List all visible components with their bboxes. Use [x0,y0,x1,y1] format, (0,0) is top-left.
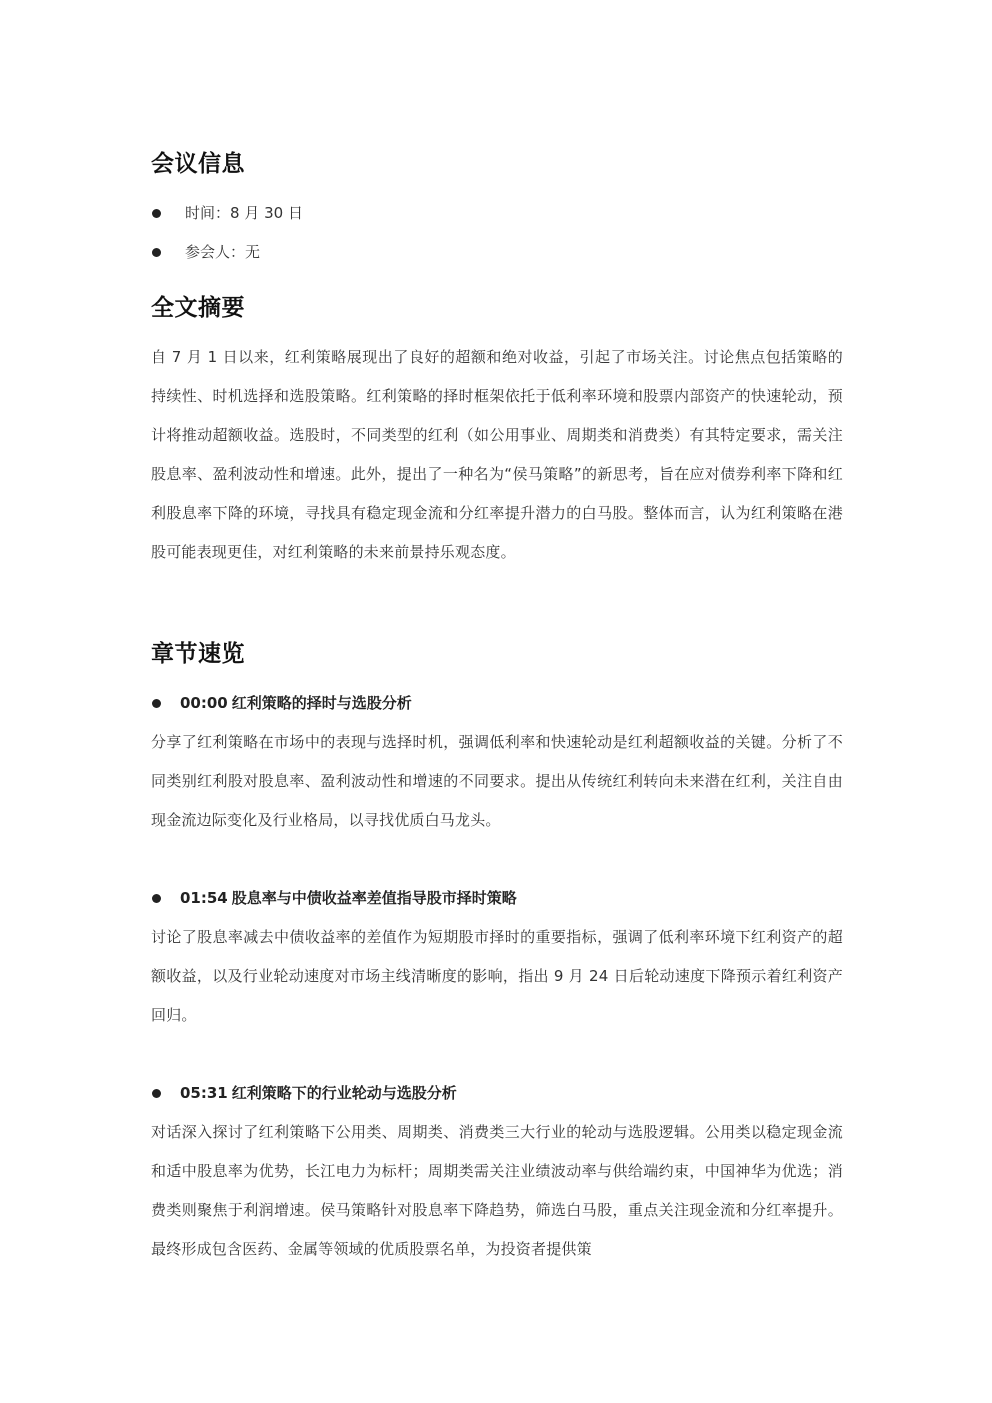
meeting-time-item [151,194,843,233]
chapter-item [151,879,843,1035]
document-content [151,146,843,1269]
bullet-dot-icon [152,699,161,708]
chapter-timestamp: 01:54 [180,889,228,907]
chapter-title: 红利策略下的行业轮动与选股分析 [231,1084,457,1102]
summary-text: 自 7 月 1 日以来，红利策略展现出了良好的超额和绝对收益，引起了市场关注。讨论焦点包括策略的持续性、时机选择和选股策略。红利策略的择时框架依托于低利率环境和股票内部资产的快速轮动，预计将推动超额收益。选股时，不同类型的红利（如公用事业、周期类和消费类）有其特定要求，需关注股息率、盈利波动性和增速。此外，提出了一种名为“侯马策略”的新思考，旨在应对债券利率下降和红利股息率下降的环境，寻找具有稳定现金流和分红率提升潜力的白马股。整体而言，认为红利策略在港股可能表现更佳，对红利策略的未来前景持乐观态度。 [151,348,843,561]
chapter-text: 分享了红利策略在市场中的表现与选择时机，强调低利率和快速轮动是红利超额收益的关键。分析了不同类别红利股对股息率、盈利波动性和增速的不同要求。提出从传统红利转向未来潜在红利，关注自由现金流边际变化及行业格局，以寻找优质白马龙头。 [151,733,843,829]
meeting-time-value: 8 月 30 日 [230,204,303,222]
meeting-time-label: 时间： [185,204,231,222]
meeting-attendees-label: 参会人： [185,243,246,261]
chapters-heading: 章节速览 [151,641,245,667]
bullet-dot-icon [152,894,161,903]
chapter-title: 股息率与中债收益率差值指导股市择时策略 [231,889,517,907]
chapter-text: 讨论了股息率减去中债收益率的差值作为短期股市择时的重要指标，强调了低利率环境下红利资产的超额收益，以及行业轮动速度对市场主线清晰度的影响，指出 9 月 24 日后轮动速度下降预示着红利资产回归。 [151,928,843,1024]
meeting-attendees-value: 无 [245,243,261,261]
meeting-info-heading: 会议信息 [151,151,245,177]
chapter-timestamp: 00:00 [180,694,228,712]
chapter-heading [151,879,843,918]
summary-heading: 全文摘要 [151,295,245,321]
chapter-item [151,1074,843,1269]
chapter-item [151,684,843,840]
chapter-heading [151,1074,843,1113]
bullet-dot-icon [152,209,161,218]
bullet-dot-icon [152,248,161,257]
meeting-attendees-item [151,233,843,272]
chapter-heading [151,684,843,723]
chapter-timestamp: 05:31 [180,1084,228,1102]
meeting-info-list [151,194,843,272]
chapter-text: 对话深入探讨了红利策略下公用类、周期类、消费类三大行业的轮动与选股逻辑。公用类以稳定现金流和适中股息率为优势，长江电力为标杆；周期类需关注业绩波动率与供给端约束，中国神华为优选；消费类则聚焦于利润增速。侯马策略针对股息率下降趋势，筛选白马股，重点关注现金流和分红率提升。最终形成包含医药、金属等领域的优质股票名单，为投资者提供策 [151,1123,843,1258]
bullet-dot-icon [152,1089,161,1098]
chapter-title: 红利策略的择时与选股分析 [231,694,412,712]
